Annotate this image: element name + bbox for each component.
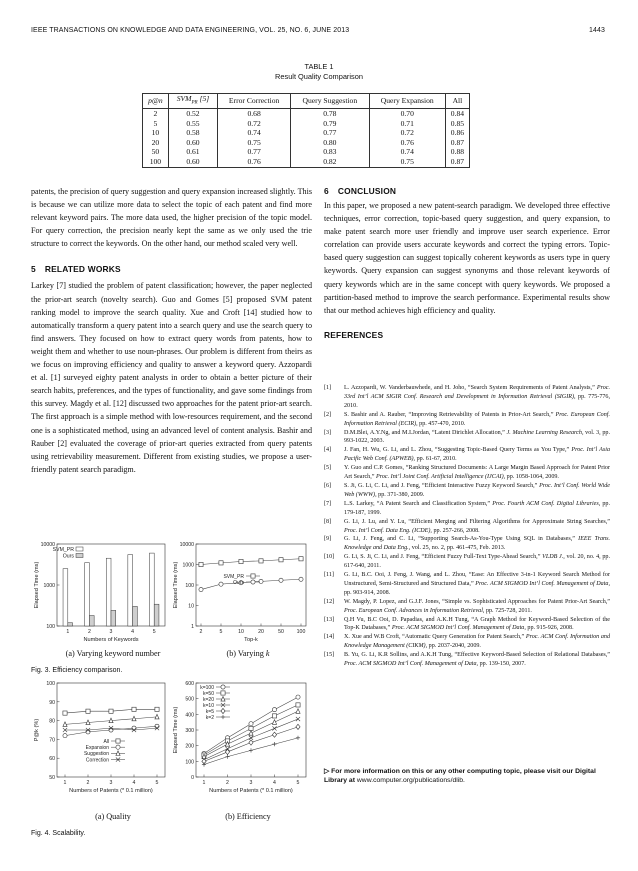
running-header-journal: IEEE TRANSACTIONS ON KNOWLEDGE AND DATA ENGINEERING, VOL. 25, NO. 6, JUNE 2013 <box>31 27 350 34</box>
section-5-heading <box>31 263 312 275</box>
results-paragraph: patents, the precision of query suggestion and query expansion increased slightly. This is because we can utilize more data to select the topic of each patent and find more relevant keyword pairs. The more data used, the higher precision of the topic model. For query correction, the precision nearly kept the same as we only used the trie structure to correct the keywords. On the other hand, our method scaled very well. <box>31 187 312 249</box>
legend-swatch <box>76 547 83 551</box>
table-cell: 0.86 <box>445 128 469 138</box>
y-axis-label: Elapsed Time (ms) <box>34 561 40 609</box>
x-tick-label: 2 <box>226 780 229 786</box>
bar-svm_pr <box>149 553 154 626</box>
legend-label: Expansion <box>85 745 109 751</box>
legend-label: k=50 <box>203 690 214 697</box>
left-column <box>31 185 312 476</box>
table-cell: 0.52 <box>168 109 217 119</box>
fig3a-caption: (a) Varying keyword number <box>65 649 161 658</box>
table-cell: 0.70 <box>369 109 445 119</box>
legend-label: SVM_PR <box>52 547 74 553</box>
table-header-cell: p@n <box>143 94 169 109</box>
x-tick-label: 20 <box>258 629 264 635</box>
data-point <box>272 720 276 725</box>
table-title: Result Quality Comparison <box>275 72 363 81</box>
legend-marker <box>116 739 120 743</box>
y-tick-label: 50 <box>49 775 55 781</box>
figure-4a <box>31 677 171 802</box>
reference-item: [14] X. Xue and W.B Croft, “Automatic Query Generation for Patent Search,” Proc. ACM Conf. Information and Knowledge Management (CIKM), pp. 2037-2040, 2009. <box>324 634 610 650</box>
legend-label: Correction <box>85 757 109 764</box>
references-heading: REFERENCES <box>324 329 384 340</box>
data-point <box>279 558 283 562</box>
y-tick-label: 60 <box>49 756 55 763</box>
data-point <box>239 559 243 563</box>
x-tick-label: 5 <box>219 629 223 635</box>
data-point <box>259 559 263 563</box>
legend-label: Ours <box>233 579 244 586</box>
reference-item: [15] B. Yu, G. Li, K.R Sollins, and A.K.H Tung, “Effective Keyword-Based Selection of Relational Databases,” Proc. ACM SIGMOD Int’l Conf. Management of Data, pp. 139-150, 2007. <box>324 652 610 668</box>
table-cell: 0.55 <box>168 119 217 129</box>
table-label: TABLE 1 <box>304 62 334 71</box>
table-row <box>143 119 470 129</box>
reference-item: [6] S. Ji, G. Li, C. Li, and J. Feng, “Efficient Interactive Fuzzy Keyword Search,” Proc. Int’l Conf. World Wide Web (WWW), pp. 371-380, 2009. <box>324 482 610 498</box>
data-point <box>296 709 300 714</box>
table-row <box>143 138 470 148</box>
table-header-cell: $SVM_{PR}$ [5] <box>168 94 217 109</box>
reference-item: [11] G. Li, B.C. Ooi, J. Feng, J. Wang, and L. Zhou, “Ease: An Effective 3-in-1 Keyword Search Method for Unstructured, Semi-Structured and Structured Data,” Proc. ACM SIGMOD Int’l Conf. Management of Data, pp. 903-914, 2008. <box>324 572 610 596</box>
x-tick-label: 1 <box>66 629 70 635</box>
data-point <box>219 582 223 586</box>
x-tick-label: 4 <box>132 780 136 786</box>
table-cell: 100 <box>143 157 169 167</box>
legend-label: k=100 <box>200 684 214 691</box>
section-title: CONCLUSION <box>337 186 397 196</box>
series-line-svm-pr <box>201 559 301 565</box>
fig4a-caption: (a) Quality <box>95 812 131 821</box>
y-tick-label: 10000 <box>40 542 55 548</box>
reference-item: [2] S. Bashir and A. Rauber, “Improving Retrievability of Patents in Prior-Art Search,” Proc. European Conf. Information Retrieval (ECIR), pp. 457-470, 2010. <box>324 411 610 427</box>
x-tick-label: 3 <box>109 629 113 635</box>
data-point <box>225 755 229 759</box>
data-point <box>272 732 276 737</box>
x-tick-label: 3 <box>109 780 113 786</box>
figure-4b <box>172 677 312 802</box>
table-cell: 0.68 <box>218 109 291 119</box>
x-tick-label: 100 <box>296 629 306 635</box>
table-row <box>143 109 470 119</box>
y-axis-label: P@k (%) <box>34 718 40 742</box>
legend-label: k=20 <box>203 696 214 703</box>
x-axis-label: Top-k <box>244 637 258 643</box>
y-tick-label: 0 <box>191 775 194 781</box>
legend-marker <box>221 715 225 719</box>
section-title: RELATED WORKS <box>44 264 121 275</box>
data-point <box>296 724 300 729</box>
legend-swatch <box>76 554 83 558</box>
table-row <box>143 128 470 138</box>
table-cell: 0.79 <box>291 119 370 129</box>
conclusion-paragraph: In this paper, we proposed a new patent-search paradigm. We developed three effective techniques, error correction, topic-based query suggestion, and query expansion, to make patent search more user friendly and improve user search experience. Error correlation can provide users accurate keywords and correct the typing errors. Topic-based query suggestion can suggest topically coherent keywords as users type in query keywords. Query expansion can suggest synonyms and those relevant keywords of query keywords which are in the same concept with query keywords. We proposed a partition-based method to improve the search performance. Experimental results show that our method achieves high efficiency and quality. <box>324 201 610 315</box>
bar-ours <box>89 616 94 626</box>
bar-svm_pr <box>63 569 68 626</box>
data-point <box>299 577 303 581</box>
data-point <box>63 711 67 715</box>
data-point <box>109 709 113 713</box>
bar-svm_pr <box>85 563 90 626</box>
table-cell: 0.83 <box>291 147 370 157</box>
data-point <box>249 722 253 726</box>
related-work-paragraph: Larkey [7] studied the problem of patent classification; however, the paper neglected the prior-art search (novelty search). Guo and Gomes [5] proposed SVM patent ranking model to improve the search quality. Xue and Croft [14] studied how to automatically transform a query patent into a search query and use the search query to find answers. They focused on how to extract query words from patents, how to weight them and whether to use noun-phrases. Our problem is different from theirs as we focus on improving efficiency and quality to answer a keyword query. Azzopardi et al. [1] surveyed eighty patent analysts in order to obtain a better picture of their search habits, preferences, and the types of functionality, and gave some findings from this survey. Magdy et al. [12] discussed two approaches for the patent prior-art search. The first approach is a simple method with low-resources requirement, and the second one is a sophisticated method, using an advanced level of content analysis. Bashir and Rauber [2] evaluated the coverage of prior-art queries extracted from query patents using retrievability measurement. Different from existing studies, we propose a user-friendly patent search paradigm. <box>31 281 312 474</box>
data-point <box>279 578 283 582</box>
table-cell: 0.85 <box>445 119 469 129</box>
reference-item: [9] G. Li, J. Feng, and C. Li, “Supporting Search-As-You-Type Using SQL in Databases,” IEEE Trans. Knowledge and Data Eng., vol. 25, no. 2, pp. 461-475, Feb. 2013. <box>324 536 610 552</box>
legend-label: SVM_PR <box>223 573 244 580</box>
y-tick-label: 70 <box>49 737 55 744</box>
data-point <box>272 742 276 746</box>
x-tick-label: 5 <box>152 629 156 635</box>
bar-ours <box>68 623 73 626</box>
data-point <box>259 579 263 583</box>
x-axis-label: Numbers of Keywords <box>83 637 139 643</box>
x-axis-label: Numbers of Patents (* 0.1 million) <box>69 788 153 794</box>
y-tick-label: 10000 <box>179 542 194 548</box>
legend-marker <box>251 574 255 578</box>
x-tick-label: 1 <box>63 780 67 786</box>
data-point <box>249 731 253 736</box>
data-point <box>249 740 253 745</box>
legend-label: Ours <box>62 553 74 560</box>
table-header-cell: Error Correction <box>218 94 291 109</box>
table-cell: 0.61 <box>168 147 217 157</box>
x-tick-label: 4 <box>273 780 276 786</box>
table-cell: 2 <box>143 109 169 119</box>
table-cell: 0.58 <box>168 128 217 138</box>
reference-item: [3] D.M.Blei, A.Y.Ng, and M.I.Jordan, “Latent Dirichlet Allocation,” J. Machine Learning Research, vol. 3, pp. 993-1022, 2003. <box>324 429 611 445</box>
table-cell: 0.87 <box>445 138 469 148</box>
x-tick-label: 2 <box>199 629 203 635</box>
x-tick-label: 5 <box>155 780 159 786</box>
y-tick-label: 500 <box>185 696 194 703</box>
y-tick-label: 1000 <box>43 583 55 589</box>
figure-3b <box>172 538 312 650</box>
y-tick-label: 600 <box>185 681 194 687</box>
data-point <box>299 557 303 561</box>
table-cell: 0.78 <box>291 109 370 119</box>
page-number: 1443 <box>589 27 605 34</box>
table-cell: 0.72 <box>369 128 445 138</box>
digital-library-link[interactable]: www.computer.org/publications/dlib. <box>356 777 465 785</box>
reference-list <box>324 384 610 669</box>
reference-item: [13] Q.H Vu, B.C Ooi, D. Papadias, and A.K.H Tung, “A Graph Method for Keyword-Based Selection of the Top-K Databases,” Proc. ACM SIGMOD Int’l Conf. Management of Data, pp. 915-926, 2008. <box>324 616 610 632</box>
table-cell: 0.72 <box>218 119 291 129</box>
reference-item: [12] W. Magdy, P. Lopez, and G.J.F. Jones, “Simple vs. Sophisticated Approaches for Patent Prior-Art Search,” Proc. European Conf. Advances in Information Retrieval, pp. 725-728, 2011. <box>324 598 610 614</box>
data-point <box>296 736 300 740</box>
data-point <box>132 707 136 711</box>
table-cell: 10 <box>143 128 169 138</box>
legend-label: Suggestion <box>83 751 109 758</box>
y-tick-label: 90 <box>49 699 55 706</box>
table-cell: 0.74 <box>369 147 445 157</box>
y-tick-label: 200 <box>185 743 194 750</box>
digital-library-note: ▷ For more information on this or any other computing topic, please visit our Digital Library at www.computer.org/publications/dlib. <box>324 768 596 785</box>
table-cell: 20 <box>143 138 169 148</box>
data-point <box>296 695 300 699</box>
reference-item: [1] L. Azzopardi, W. Vanderbauwhede, and H. Joho, “Search System Requirements of Patent Analysts,” Proc. 33rd Int’l ACM SIGIR Conf. Research and Development in Information Retrieval (SIGIR), pp. 775-776, 2010. <box>324 385 610 409</box>
bar-svm_pr <box>128 555 133 626</box>
table-cell: 0.80 <box>291 138 370 148</box>
bar-ours <box>133 606 138 626</box>
data-point <box>249 748 253 752</box>
data-point <box>155 714 159 719</box>
table-row <box>143 147 470 157</box>
data-point <box>249 726 253 730</box>
fig3b-caption: (b) Varying k <box>226 649 270 658</box>
fig4b-caption: (b) Efficiency <box>225 812 271 821</box>
data-point <box>202 762 206 766</box>
legend-marker <box>221 691 225 695</box>
legend-label: All <box>103 738 109 745</box>
table-cell: 50 <box>143 147 169 157</box>
legend-marker <box>221 708 225 713</box>
data-point <box>155 707 159 711</box>
figure-3 <box>31 538 171 650</box>
legend-label: k=5 <box>205 708 214 715</box>
chart-topk <box>172 538 312 645</box>
legend-label: k=2 <box>205 714 214 721</box>
legend-label: k=10 <box>203 702 214 709</box>
table-cell: 0.84 <box>445 109 469 119</box>
x-tick-label: 3 <box>249 780 253 786</box>
table-cell: 0.87 <box>445 157 469 167</box>
reference-item: [7] L.S. Larkey, “A Patent Search and Classification System,” Proc. Fourth ACM Conf. Digital Libraries, pp. 179-187, 1999. <box>324 500 610 516</box>
x-tick-label: 4 <box>131 629 135 635</box>
y-tick-label: 80 <box>49 718 55 725</box>
y-tick-label: 1000 <box>182 562 194 569</box>
bar-ours <box>111 610 116 626</box>
plot-frame <box>196 544 306 626</box>
data-point <box>272 708 276 712</box>
x-tick-label: 2 <box>86 780 90 786</box>
bar-ours <box>154 604 159 626</box>
y-tick-label: 100 <box>185 759 194 766</box>
y-tick-label: 1 <box>191 624 194 630</box>
y-tick-label: 100 <box>46 681 55 687</box>
table-cell: 0.76 <box>369 138 445 148</box>
data-point <box>272 714 276 718</box>
data-point <box>199 587 203 591</box>
bar-svm_pr <box>106 558 111 626</box>
table-row <box>143 157 470 167</box>
fig4-caption: Fig. 4. Scalability. <box>31 830 86 837</box>
data-point <box>199 562 203 566</box>
table-cell: 0.75 <box>369 157 445 167</box>
legend-marker <box>221 685 225 689</box>
table-cell: 0.76 <box>218 157 291 167</box>
y-axis-label: Elapsed Time (ms) <box>173 561 179 609</box>
y-tick-label: 100 <box>185 583 194 589</box>
table-header-cell: All <box>445 94 469 109</box>
reference-item: [5] Y. Guo and C.P. Gomes, “Ranking Structured Documents: A Large Margin Based Approach for Patent Prior Art Search,” Proc. Int’l Joint Conf. Artificial Intelligence (IJCAI), pp. 1058-1064, 2009. <box>324 465 610 481</box>
table-header-cell: Query Suggestion <box>291 94 370 109</box>
x-tick-label: 5 <box>296 780 300 786</box>
chart-quality <box>31 677 171 797</box>
legend-marker <box>116 745 120 749</box>
y-tick-label: 400 <box>185 712 194 719</box>
data-point <box>219 561 223 565</box>
table-cell: 0.74 <box>218 128 291 138</box>
y-tick-label: 10 <box>188 603 194 610</box>
y-tick-label: 300 <box>185 728 194 734</box>
table-header-cell: Query Expansion <box>369 94 445 109</box>
table-cell: 0.71 <box>369 119 445 129</box>
x-tick-label: 1 <box>202 780 206 786</box>
table-cell: 5 <box>143 119 169 129</box>
table-cell: 0.82 <box>291 157 370 167</box>
data-point <box>272 726 276 730</box>
data-point <box>63 734 67 738</box>
section-number: 6 <box>324 186 329 196</box>
x-tick-label: 10 <box>238 629 244 635</box>
table-cell: 0.60 <box>168 157 217 167</box>
table-cell: 0.77 <box>291 128 370 138</box>
table-cell: 0.77 <box>218 147 291 157</box>
table-cell: 0.60 <box>168 138 217 148</box>
section-number: 5 <box>31 264 36 275</box>
result-quality-table <box>142 93 470 168</box>
data-point <box>296 703 300 707</box>
y-tick-label: 100 <box>46 624 55 630</box>
x-tick-label: 50 <box>278 629 284 635</box>
y-axis-label: Elapsed Time (ms) <box>173 706 179 754</box>
reference-item: [8] G. Li, J. Lu, and Y. Lu, “Efficient Merging and Filtering Algorithms for Approximate String Searches,” Proc. Int’l Conf. Data Eng. (ICDE), pp. 257-266, 2008. <box>324 518 610 534</box>
x-tick-label: 2 <box>87 629 91 635</box>
right-column <box>324 185 610 341</box>
data-point <box>249 736 253 740</box>
section-6-heading <box>324 185 610 197</box>
reference-item: [4] J. Fan, H. Wu, G. Li, and L. Zhou, “Suggesting Topic-Based Query Terms as You Type,” Proc. Int’l Asia Pacific Web Conf. (APWEB), pp. 61-67, 2010. <box>324 447 611 463</box>
data-point <box>296 717 300 721</box>
legend-marker <box>251 580 255 584</box>
chart-efficiency <box>172 677 312 797</box>
table-cell: 0.75 <box>218 138 291 148</box>
table-cell: 0.88 <box>445 147 469 157</box>
reference-item: [10] G. Li, S. Ji, C. Li, and J. Feng, “Efficient Fuzzy Full-Text Type-Ahead Search,” VLDB J., vol. 20, no. 4, pp. 617-640, 2011. <box>324 554 610 570</box>
x-axis-label: Numbers of Patents (* 0.1 million) <box>209 788 293 794</box>
data-point <box>86 709 90 713</box>
chart-keyword-number <box>31 538 171 645</box>
fig3-caption: Fig. 3. Efficiency comparison. <box>31 667 123 674</box>
